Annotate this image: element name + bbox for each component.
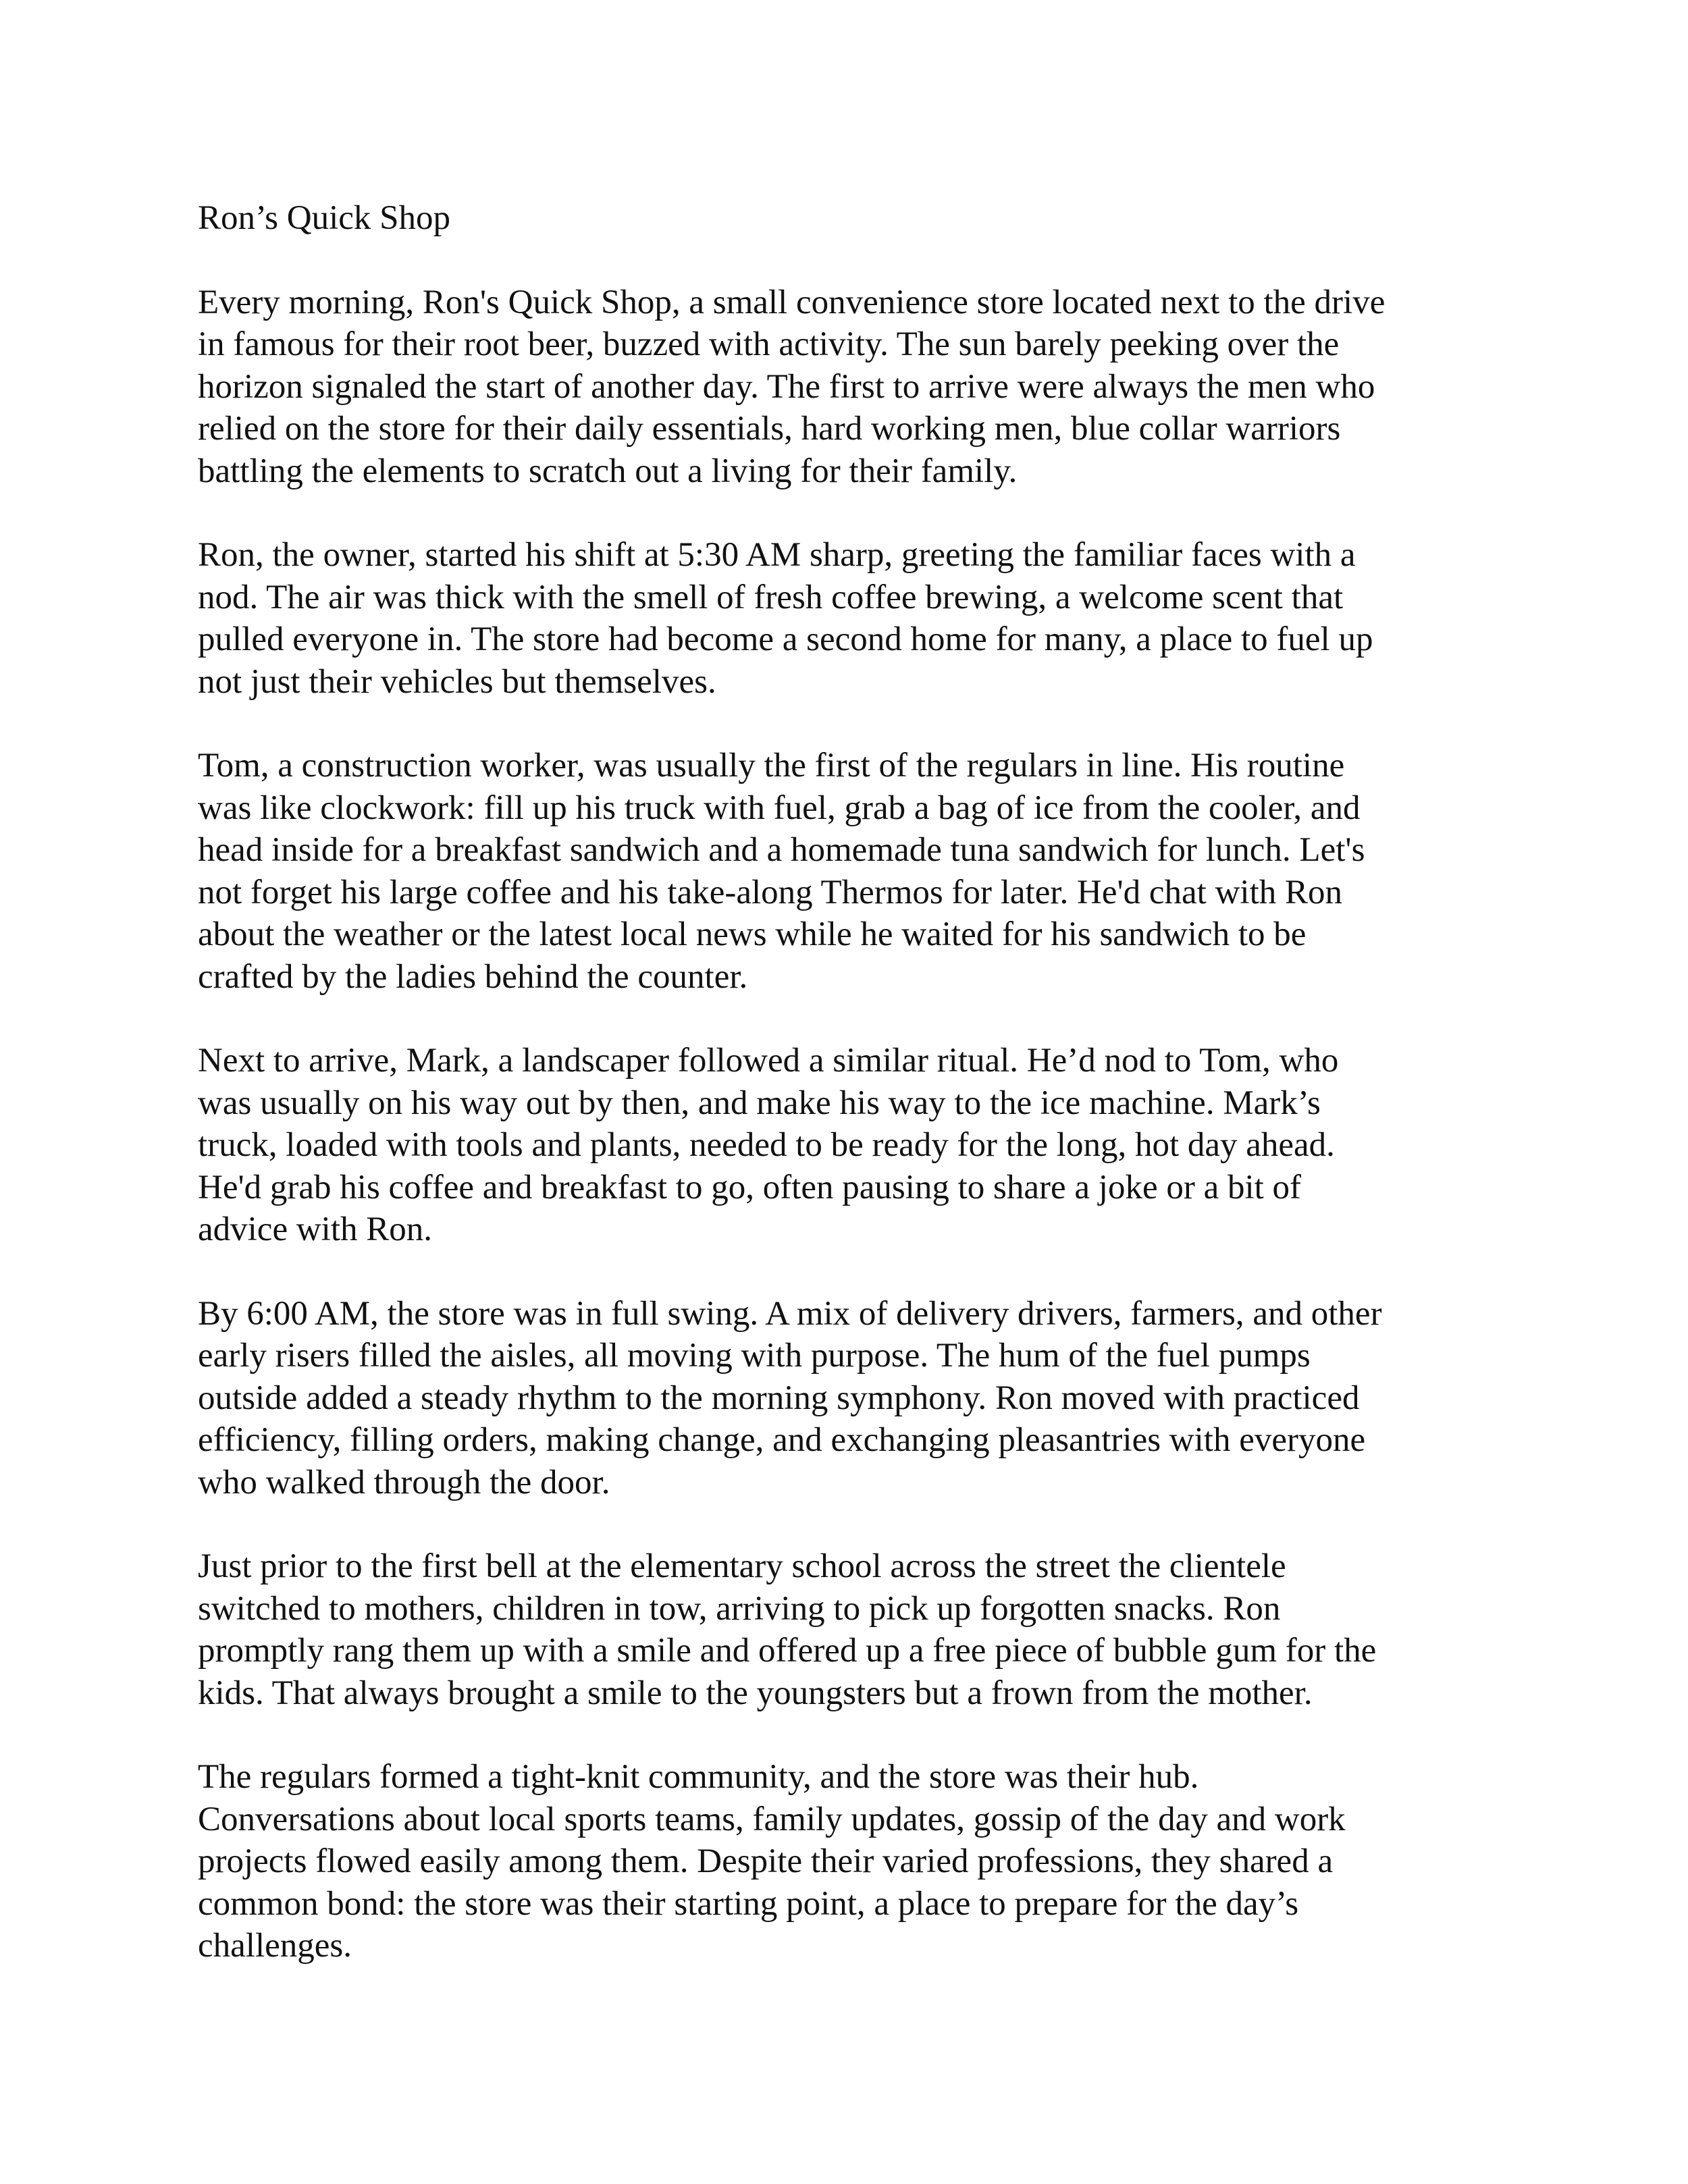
text-line: relied on the store for their daily essentials, hard working men, blue collar warriors [198, 410, 1341, 448]
text-line: not just their vehicles but themselves. [198, 662, 716, 701]
text-line: nod. The air was thick with the smell of fresh coffee brewing, a welcome scent that [198, 578, 1344, 616]
text-line: Ron, the owner, started his shift at 5:30 AM sharp, greeting the familiar faces with a [198, 536, 1356, 574]
text-line: about the weather or the latest local news while he waited for his sandwich to be [198, 915, 1307, 953]
text-line: challenges. [198, 1927, 352, 1965]
text-line: Tom, a construction worker, was usually the first of the regulars in line. His routine [198, 747, 1345, 784]
paragraph [198, 745, 1501, 998]
text-line: advice with Ron. [198, 1210, 433, 1248]
text-line: in famous for their root beer, buzzed with activity. The sun barely peeking over the [198, 325, 1340, 363]
paragraph [198, 1756, 1501, 1967]
text-line: outside added a steady rhythm to the morning symphony. Ron moved with practiced [198, 1379, 1360, 1417]
text-line: By 6:00 AM, the store was in full swing. A mix of delivery drivers, farmers, and other [198, 1294, 1382, 1333]
text-line: Just prior to the first bell at the elementary school across the street the clientele [198, 1547, 1286, 1585]
text-line: common bond: the store was their starting point, a place to prepare for the day’s [198, 1884, 1299, 1923]
paragraph [198, 282, 1501, 493]
text-line: projects flowed easily among them. Despite their varied professions, they shared a [198, 1842, 1334, 1880]
text-line: was usually on his way out by then, and make his way to the ice machine. Mark’s [198, 1084, 1321, 1122]
paragraph [198, 534, 1501, 703]
paragraph [198, 1545, 1501, 1714]
text-line: early risers filled the aisles, all moving with purpose. The hum of the fuel pumps [198, 1337, 1311, 1375]
text-line: battling the elements to scratch out a living for their family. [198, 452, 1018, 490]
document-body [198, 197, 1501, 2009]
text-line: truck, loaded with tools and plants, needed to be ready for the long, hot day ahead. [198, 1126, 1335, 1164]
text-line: not forget his large coffee and his take-along Thermos for later. He'd chat with Ron [198, 873, 1343, 911]
text-line: Conversations about local sports teams, family updates, gossip of the day and work [198, 1800, 1346, 1838]
paragraph [198, 1293, 1501, 1504]
text-line: promptly rang them up with a smile and offered up a free piece of bubble gum for the [198, 1632, 1377, 1670]
paragraph [198, 1040, 1501, 1251]
text-line: kids. That always brought a smile to the youngsters but a frown from the mother. [198, 1674, 1313, 1712]
text-line: Every morning, Ron's Quick Shop, a small convenience store located next to the drive [198, 283, 1386, 321]
text-line: was like clockwork: fill up his truck with fuel, grab a bag of ice from the cooler, and [198, 789, 1361, 827]
text-line: He'd grab his coffee and breakfast to go, often pausing to share a joke or a bit of [198, 1168, 1302, 1206]
text-line: crafted by the ladies behind the counter. [198, 957, 748, 996]
document-title: Ron’s Quick Shop [198, 199, 451, 237]
text-line: horizon signaled the start of another day. The first to arrive were always the men who [198, 367, 1375, 406]
text-line: head inside for a breakfast sandwich and a homemade tuna sandwich for lunch. Let's [198, 831, 1365, 869]
text-line: The regulars formed a tight-knit community, and the store was their hub. [198, 1758, 1199, 1796]
text-line: Next to arrive, Mark, a landscaper followed a similar ritual. He’d nod to Tom, who [198, 1042, 1339, 1080]
text-line: pulled everyone in. The store had become a second home for many, a place to fuel up [198, 620, 1373, 658]
text-line: who walked through the door. [198, 1463, 610, 1501]
text-line: efficiency, filling orders, making change, and exchanging pleasantries with everyone [198, 1421, 1366, 1459]
text-line: switched to mothers, children in tow, arriving to pick up forgotten snacks. Ron [198, 1589, 1281, 1628]
